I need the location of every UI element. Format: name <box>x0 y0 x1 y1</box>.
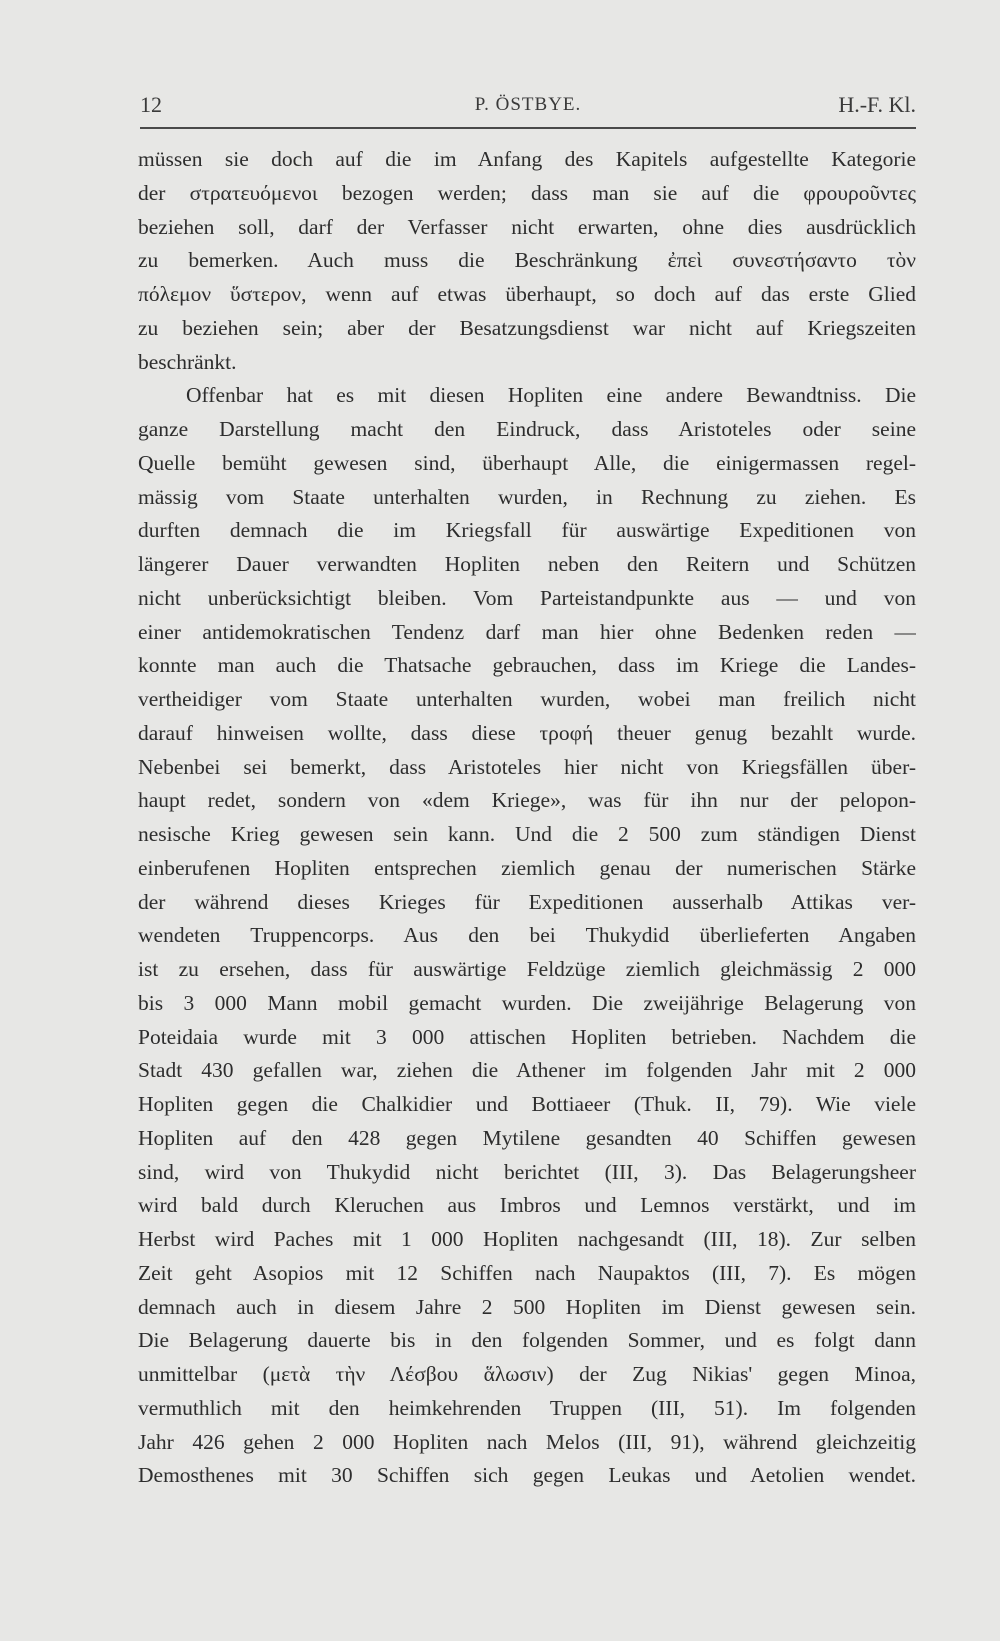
text-line: sind, wird von Thukydid nicht berichtet (III, 3). Das Belagerungsheer <box>138 1159 916 1184</box>
text-line: Poteidaia wurde mit 3 000 attischen Hopliten betrieben. Nachdem die <box>138 1024 916 1049</box>
text-line: Stadt 430 gefallen war, ziehen die Athener im folgenden Jahr mit 2 000 <box>138 1058 916 1083</box>
running-header <box>140 88 916 122</box>
text-line: mässig vom Staate unterhalten wurden, in Rechnung zu ziehen. Es <box>138 484 916 509</box>
text-line: vermuthlich mit den heimkehrenden Truppen (III, 51). Im folgenden <box>138 1395 916 1420</box>
text-line: demnach auch in diesem Jahre 2 500 Hopliten im Dienst gewesen sein. <box>138 1294 916 1319</box>
text-line: durften demnach die im Kriegsfall für auswärtige Expeditionen von <box>138 518 916 543</box>
text-line: Demosthenes mit 30 Schiffen sich gegen Leukas und Aetolien wendet. <box>138 1463 916 1488</box>
text-line: πόλεμον ὕστερον, wenn auf etwas überhaupt, so doch auf das erste Glied <box>138 282 916 306</box>
text-line: Quelle bemüht gewesen sind, überhaupt Alle, die einigermassen regel- <box>138 450 916 475</box>
text-line: Zeit geht Asopios mit 12 Schiffen nach Naupaktos (III, 7). Es mögen <box>138 1260 916 1285</box>
text-line: beschränkt. <box>138 349 237 374</box>
text-line: ist zu ersehen, dass für auswärtige Feldzüge ziemlich gleichmässig 2 000 <box>138 957 916 981</box>
text-line: konnte man auch die Thatsache gebrauchen, dass im Kriege die Landes- <box>138 653 916 678</box>
text-line: Offenbar hat es mit diesen Hopliten eine andere Bewandtniss. Die <box>186 383 916 408</box>
text-line: beziehen soll, darf der Verfasser nicht erwarten, ohne dies ausdrücklich <box>138 214 916 239</box>
text-line: vertheidiger vom Staate unterhalten wurden, wobei man freilich nicht <box>138 687 916 711</box>
page-number: 12 <box>140 92 162 117</box>
text-line: bis 3 000 Mann mobil gemacht wurden. Die zweijährige Belagerung von <box>138 990 916 1015</box>
text-line: der während dieses Krieges für Expeditionen ausserhalb Attikas ver- <box>138 889 916 914</box>
text-line: Jahr 426 gehen 2 000 Hopliten nach Melos (III, 91), während gleichzeitig <box>138 1429 916 1454</box>
text-line: zu beziehen sein; aber der Besatzungsdienst war nicht auf Kriegszeiten <box>138 315 916 340</box>
text-line: wird bald durch Kleruchen aus Imbros und Lemnos verstärkt, und im <box>138 1193 916 1218</box>
text-line: unmittelbar (μετὰ τὴν Λέσβου ἅλωσιν) der Zug Nikias' gegen Minoa, <box>138 1362 916 1386</box>
text-line: einer antidemokratischen Tendenz darf man hier ohne Bedenken reden — <box>138 619 916 644</box>
text-line: Nebenbei sei bemerkt, dass Aristoteles hier nicht von Kriegsfällen über- <box>138 754 916 779</box>
header-rule <box>140 127 916 129</box>
text-line: längerer Dauer verwandten Hopliten neben den Reitern und Schützen <box>138 552 916 576</box>
running-head-author: P. ÖSTBYE. <box>474 94 582 115</box>
text-line: zu bemerken. Auch muss die Beschränkung ἐπεὶ συνεστήσαντο τὸν <box>138 248 916 273</box>
text-line: Die Belagerung dauerte bis in den folgenden Sommer, und es folgt dann <box>138 1328 916 1353</box>
text-line: wendeten Truppencorps. Aus den bei Thukydid überlieferten Angaben <box>138 923 916 948</box>
text-line: haupt redet, sondern von «dem Kriege», was für ihn nur der pelopon- <box>138 788 916 813</box>
text-line: Herbst wird Paches mit 1 000 Hopliten nachgesandt (III, 18). Zur selben <box>138 1227 916 1251</box>
running-head-section: H.-F. Kl. <box>838 92 916 117</box>
text-line: Hopliten auf den 428 gegen Mytilene gesandten 40 Schiffen gewesen <box>138 1125 916 1150</box>
text-line: einberufenen Hopliten entsprechen ziemlich genau der numerischen Stärke <box>138 855 916 880</box>
text-line: Hopliten gegen die Chalkidier und Bottiaeer (Thuk. II, 79). Wie viele <box>138 1092 916 1116</box>
text-line: nesische Krieg gewesen sein kann. Und die 2 500 zum ständigen Dienst <box>138 822 916 846</box>
text-line: müssen sie doch auf die im Anfang des Kapitels aufgestellte Kategorie <box>138 147 916 171</box>
text-line: darauf hinweisen wollte, dass diese τροφή theuer genug bezahlt wurde. <box>138 720 916 745</box>
text-line: der στρατευόμενοι bezogen werden; dass man sie auf die φρουροῦντες <box>138 180 916 205</box>
text-line: nicht unberücksichtigt bleiben. Vom Parteistandpunkte aus — und von <box>138 585 916 610</box>
body-text <box>138 143 916 1493</box>
text-line: ganze Darstellung macht den Eindruck, dass Aristoteles oder seine <box>138 417 916 441</box>
